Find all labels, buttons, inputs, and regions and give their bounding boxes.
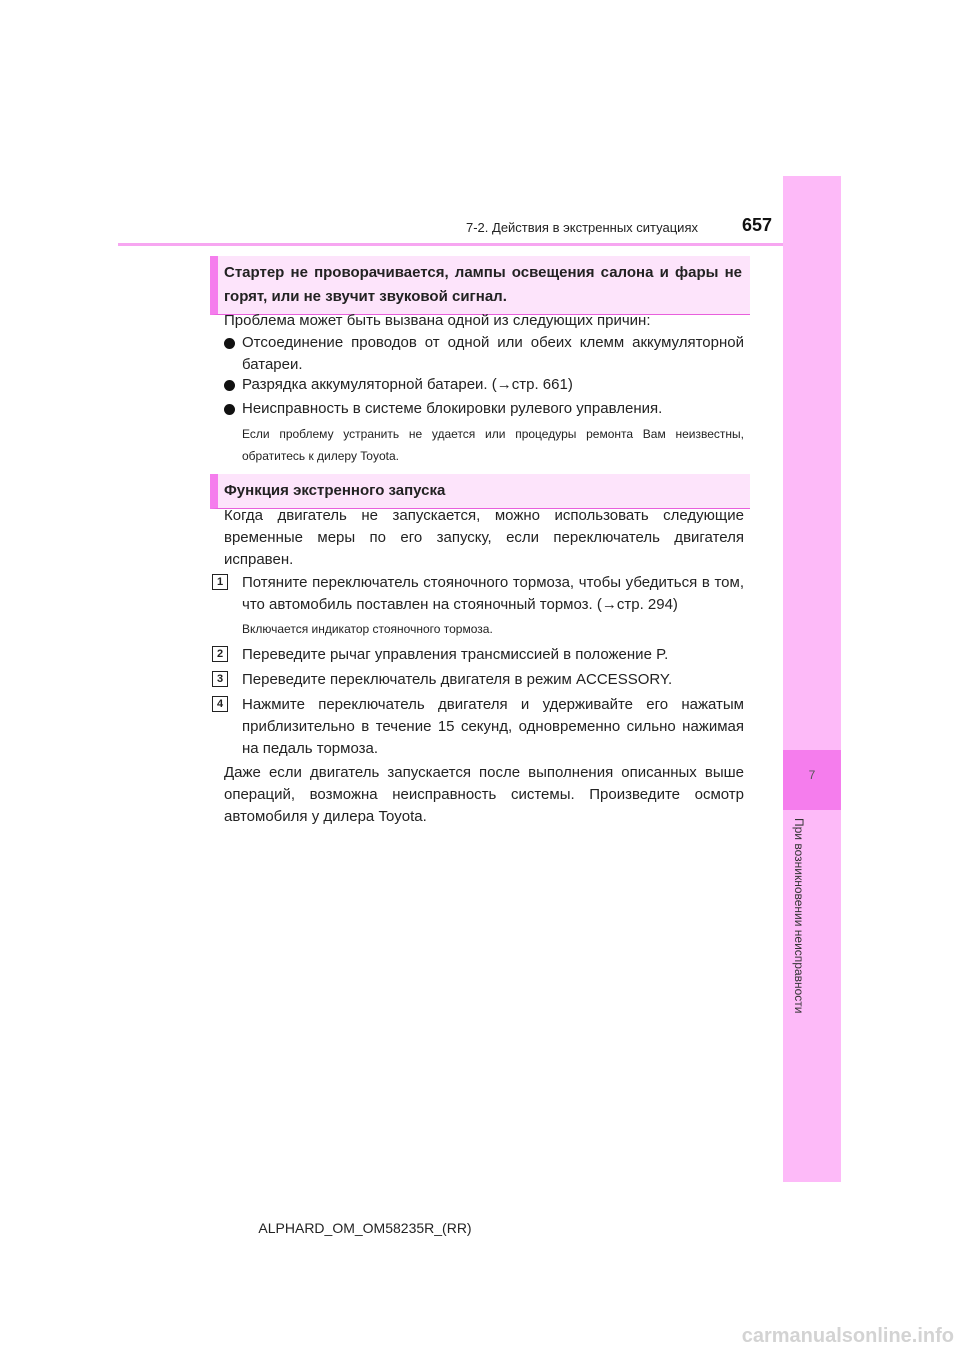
section2-intro: Когда двигатель не запускается, можно использовать следующие временные меры по его запуску, если переключатель двигателя исправен.	[224, 507, 744, 568]
list-item-text: Отсоединение проводов от одной или обеих клемм аккумуляторной батареи.	[242, 334, 744, 373]
watermark: carmanualsonline.info	[741, 1325, 954, 1347]
chapter-number: 7	[808, 768, 816, 782]
list-item	[224, 332, 744, 376]
step-item	[212, 694, 744, 760]
step-text: Переведите рычаг управления трансмиссией в положение P.	[242, 646, 669, 663]
list-item	[224, 374, 744, 396]
list-item	[224, 398, 744, 420]
header-section-title: 7-2. Действия в экстренных ситуациях	[466, 220, 698, 235]
bullet-icon	[224, 380, 235, 391]
step-item	[212, 644, 744, 666]
step-text: Нажмите переключатель двигателя и удерживайте его нажатым приблизительно в течение 15 секунд, одновременно сильно нажимая на педаль тормоза.	[242, 696, 744, 757]
section1-intro: Проблема может быть вызвана одной из следующих причин:	[224, 312, 651, 329]
page-number: 657	[742, 215, 773, 235]
bullet-icon	[224, 338, 235, 349]
bullet-icon	[224, 404, 235, 415]
step-item	[212, 572, 744, 616]
step-number-badge: 4	[212, 696, 228, 712]
list-item-text: Неисправность в системе блокировки рулевого управления.	[242, 400, 663, 417]
section1-note: Если проблему устранить не удается или процедуры ремонта Вам неизвестны, обратитесь к дилеру Toyota.	[242, 427, 744, 463]
step1-note: Включается индикатор стояночного тормоза.	[242, 622, 493, 636]
document-code: ALPHARD_OM_OM58235R_(RR)	[258, 1220, 472, 1236]
step-text: Потяните переключатель стояночного тормоза, чтобы убедиться в том, что автомобиль поставлен на стояночный тормоз. (→стр. 294)	[242, 574, 744, 613]
list-item-text: Разрядка аккумуляторной батареи. (→стр. 661)	[242, 376, 573, 393]
header-divider	[118, 243, 841, 246]
step-text: Переведите переключатель двигателя в режим ACCESSORY.	[242, 671, 673, 688]
chapter-title: При возникновении неисправности	[792, 818, 806, 1014]
step-number-badge: 1	[212, 574, 228, 590]
step-number-badge: 2	[212, 646, 228, 662]
step-item	[212, 669, 744, 691]
step-number-badge: 3	[212, 671, 228, 687]
section2-conclusion: Даже если двигатель запускается после выполнения описанных выше операций, возможна неисправность системы. Произведите осмотр автомобиля у дилера Toyota.	[224, 764, 744, 825]
section-heading-starter: Стартер не проворачивается, лампы освещения салона и фары не горят, или не звучит звуковой сигнал.	[210, 256, 750, 315]
section-heading-emergency-start: Функция экстренного запуска	[210, 474, 750, 509]
